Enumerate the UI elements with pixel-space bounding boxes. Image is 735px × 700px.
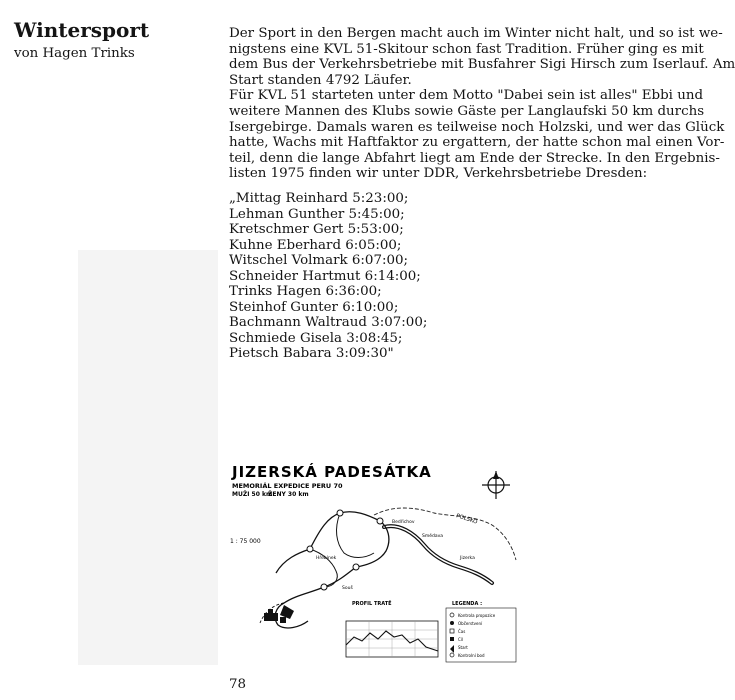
legend-item: Cíl	[458, 637, 464, 642]
article-title: Wintersport	[14, 18, 150, 42]
border-line	[374, 508, 516, 560]
legend-symbol	[450, 645, 454, 653]
place-label: Hřebínek	[316, 556, 337, 561]
text-line: dem Bus der Verkehrsbetriebe mit Busfahrer Sigi Hirsch zum Iserlauf. Am	[229, 57, 735, 73]
elevation-profile	[346, 599, 438, 657]
legend-item: Občerstvení	[458, 621, 483, 626]
legend-symbol	[450, 629, 454, 633]
text-line: Der Sport in den Bergen macht auch im Winter nicht halt, und so ist we-	[229, 26, 723, 41]
result-entry: Lehman Gunther 5:45:00;	[229, 206, 405, 222]
profile-label: PROFIL TRATĚ	[352, 601, 392, 607]
legend-symbol	[450, 621, 454, 625]
place-label: Souš	[342, 586, 353, 591]
text-line: Isergebirge. Damals waren es teilweise noch Holzski, und wer das Glück	[229, 119, 725, 135]
legend-title: LEGENDA :	[452, 601, 483, 607]
result-entry: Kuhne Eberhard 6:05:00;	[229, 237, 402, 253]
result-entry: Kretschmer Gert 5:53:00;	[229, 222, 404, 238]
checkpoint-marker	[353, 564, 359, 570]
map-title: JIZERSKÁ PADESÁTKA	[232, 463, 432, 481]
place-label: Smědava	[422, 534, 444, 539]
legend-item: Čas	[458, 629, 466, 634]
map-subtitle: MEMORIÁL EXPEDICE PERU 70	[232, 482, 343, 490]
place-label: Bedřichov	[392, 520, 415, 525]
text-line: Start standen 4792 Läufer.	[229, 72, 412, 88]
checkpoint-marker	[377, 518, 383, 524]
legend-symbol	[450, 653, 454, 657]
race-route-map	[224, 455, 524, 670]
map-legend	[446, 601, 516, 662]
text-line: teil, denn die lange Abfahrt liegt am Ende der Strecke. In den Ergebnis-	[229, 150, 720, 166]
results-list	[229, 191, 427, 362]
checkpoint-marker	[321, 584, 327, 590]
checkpoint-marker	[307, 546, 313, 552]
text-line: hatte, Wachs mit Haftfaktor zu ergattern, der hatte schon mal einen Vor-	[229, 135, 725, 151]
paragraph-race	[229, 88, 725, 182]
legend-item: Kontrola propozice	[458, 613, 496, 618]
map-women-distance: ŽENY 30 km	[268, 491, 309, 498]
text-line: listen 1975 finden wir unter DDR, Verkehrsbetriebe Dresden:	[229, 166, 648, 182]
map-men-distance: MUŽI 50 km	[232, 491, 273, 498]
legend-symbol	[450, 613, 454, 617]
map-scale: 1 : 75 000	[230, 538, 261, 545]
article-author: von Hagen Trinks	[14, 46, 135, 61]
text-line: weitere Mannen des Klubs sowie Gäste per Langlaufski 50 km durchs	[229, 103, 705, 119]
text-line: Für KVL 51 starteten unter dem Motto "Dabei sein ist alles" Ebbi und	[229, 88, 704, 104]
margin-shade	[78, 250, 218, 665]
legend-symbol	[450, 637, 454, 641]
result-entry: „Mittag Reinhard 5:23:00;	[229, 191, 409, 206]
result-entry: Pietsch Babara 3:09:30"	[229, 346, 394, 362]
result-entry: Schmiede Gisela 3:08:45;	[229, 330, 403, 346]
paragraph-intro	[229, 26, 735, 88]
place-label: Jizerka	[460, 556, 475, 561]
result-entry: Steinhof Gunter 6:10:00;	[229, 299, 399, 315]
border-label: POLSKO	[455, 513, 479, 526]
checkpoint-marker	[337, 510, 343, 516]
legend-item: Kontrolní bod	[458, 653, 485, 658]
result-entry: Trinks Hagen 6:36:00;	[229, 284, 382, 300]
result-entry: Bachmann Waltraud 3:07:00;	[229, 315, 428, 331]
text-line: nigstens eine KVL 51-Skitour schon fast Tradition. Früher ging es mit	[229, 41, 704, 57]
article-body	[229, 26, 735, 182]
result-entry: Witschel Volmark 6:07:00;	[229, 253, 409, 269]
compass-icon	[482, 471, 510, 499]
result-entry: Schneider Hartmut 6:14:00;	[229, 268, 421, 284]
page-number: 78	[229, 677, 247, 692]
legend-item: Start	[458, 645, 468, 650]
